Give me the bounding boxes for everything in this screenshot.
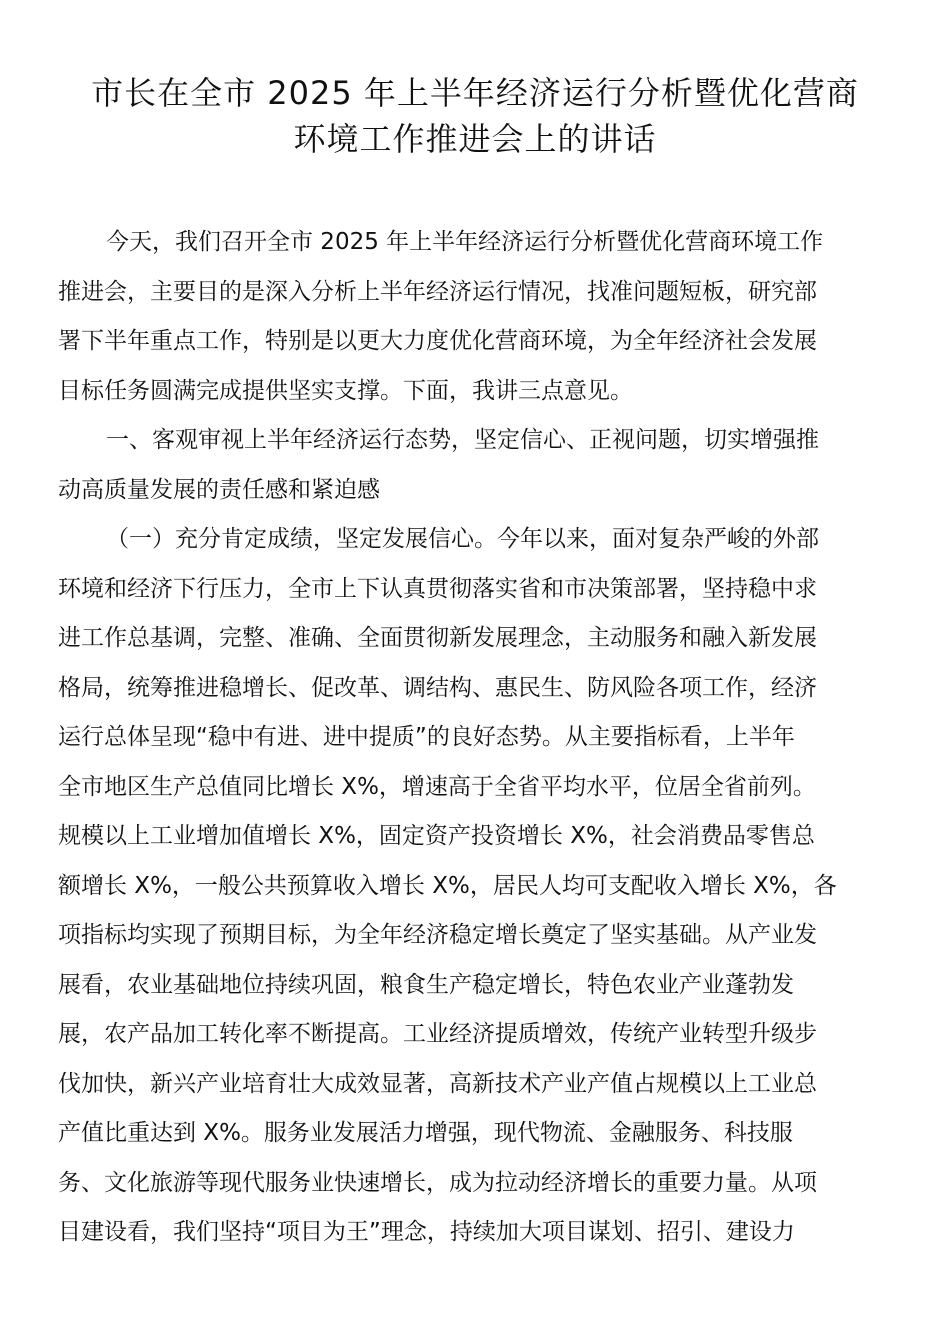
text-line: 目标任务圆满完成提供坚实支撑。下面，我讲三点意见。 — [58, 377, 633, 404]
text-line: 规模以上工业增加值增长 X%，固定资产投资增长 X%，社会消费品零售总 — [58, 823, 815, 849]
text-line: 目建设看，我们坚持“项目为王”理念，持续加大项目谋划、招引、建设力 — [58, 1219, 795, 1245]
title-line: 环境工作推进会上的讲话 — [293, 120, 657, 158]
text-line: 展看，农业基础地位持续巩固，粮食生产稳定增长，特色农业产业蓬勃发 — [58, 971, 794, 998]
text-line: 推进会，主要目的是深入分析上半年经济运行情况，找准问题短板，研究部 — [58, 278, 817, 305]
heading-line: 一、客观审视上半年经济运行态势，坚定信心、正视问题，切实增强推 — [106, 427, 819, 453]
text-line: 运行总体呈现“稳中有进、进中提质”的良好态势。从主要指标看，上半年 — [58, 724, 795, 750]
document-title — [58, 70, 892, 162]
document-body — [58, 218, 892, 1258]
text-line: 展，农产品加工转化率不断提高。工业经济提质增效，传统产业转型升级步 — [58, 1021, 817, 1047]
text-line: 格局，统筹推进稳增长、促改革、调结构、惠民生、防风险各项工作，经济 — [58, 674, 817, 701]
text-line: 今天，我们召开全市 2025 年上半年经济运行分析暨优化营商环境工作 — [106, 229, 824, 255]
text-line: （一）充分肯定成绩，坚定发展信心。今年以来，面对复杂严峻的外部 — [106, 526, 819, 552]
title-line: 市长在全市 2025 年上半年经济运行分析暨优化营商 — [91, 74, 859, 112]
text-line: 全市地区生产总值同比增长 X%，增速高于全省平均水平，位居全省前列。 — [58, 773, 816, 800]
text-line: 进工作总基调，完整、准确、全面贯彻新发展理念，主动服务和融入新发展 — [58, 625, 817, 651]
text-line: 环境和经济下行压力，全市上下认真贯彻落实省和市决策部署，坚持稳中求 — [58, 575, 817, 602]
subsection-paragraph — [58, 515, 892, 1258]
section-heading — [58, 416, 892, 515]
text-line: 伐加快，新兴产业培育壮大成效显著，高新技术产业产值占规模以上工业总 — [58, 1070, 817, 1097]
heading-line: 动高质量发展的责任感和紧迫感 — [58, 476, 380, 503]
text-line: 产值比重达到 X%。服务业发展活力增强，现代物流、金融服务、科技服 — [58, 1120, 793, 1146]
text-line: 额增长 X%，一般公共预算收入增长 X%，居民人均可支配收入增长 X%，各 — [58, 872, 837, 899]
text-line: 项指标均实现了预期目标，为全年经济稳定增长奠定了坚实基础。从产业发 — [58, 922, 817, 948]
text-line: 务、文化旅游等现代服务业快速增长，成为拉动经济增长的重要力量。从项 — [58, 1169, 817, 1196]
text-line: 署下半年重点工作，特别是以更大力度优化营商环境，为全年经济社会发展 — [58, 328, 817, 354]
intro-paragraph — [58, 218, 892, 416]
